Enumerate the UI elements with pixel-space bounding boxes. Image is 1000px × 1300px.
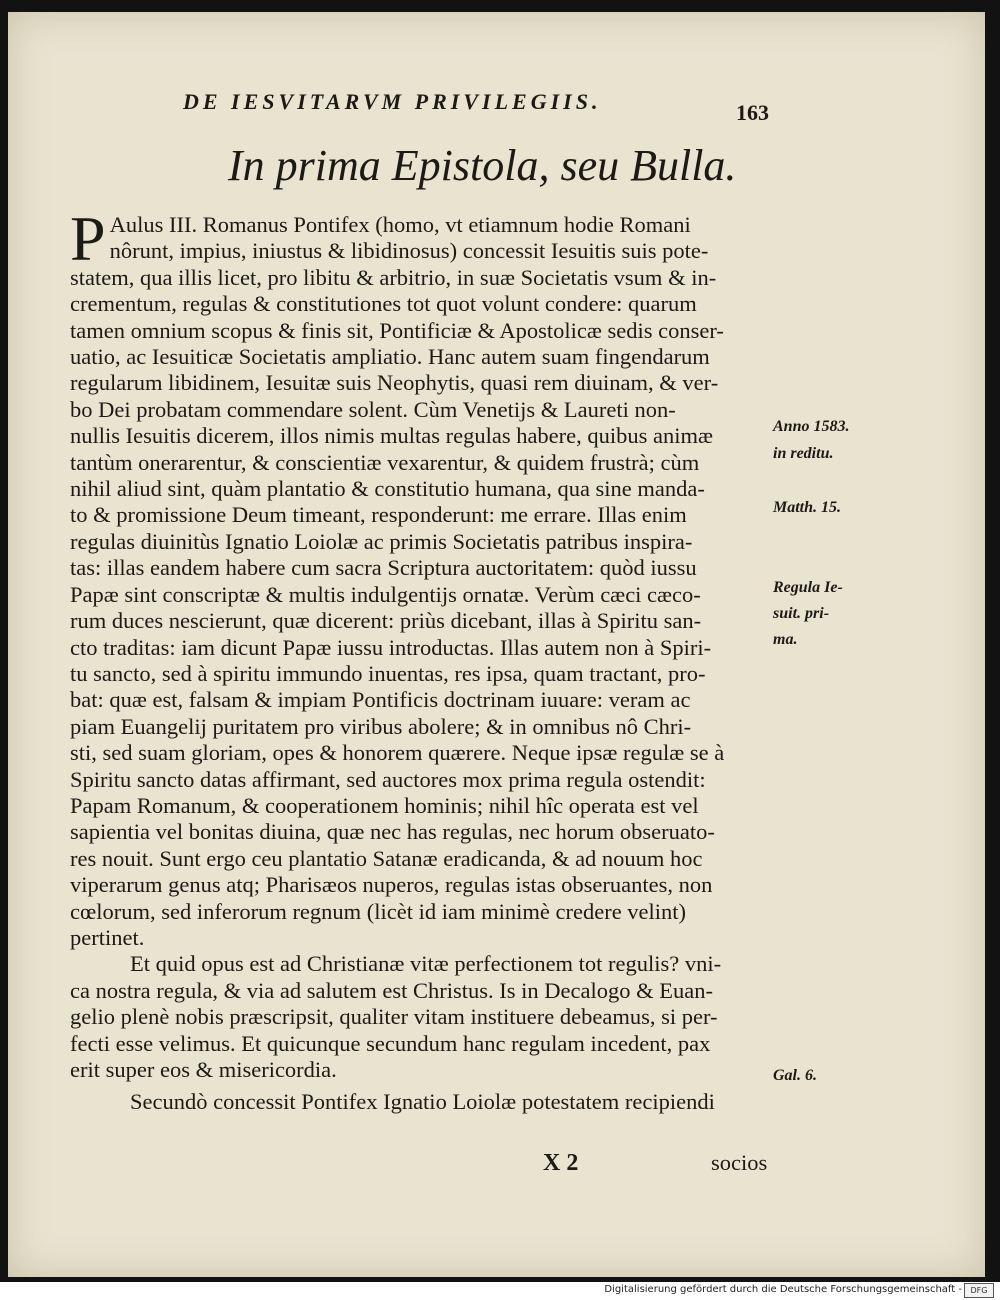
text-line: cœlorum, sed inferorum regnum (licèt id iam minimè credere velint) (70, 898, 687, 924)
dfg-logo: DFG (964, 1283, 994, 1298)
marginal-note-gal: Gal. 6. (773, 1067, 817, 1084)
text-line: Papæ sint conscriptæ & multis indulgentijs ornatæ. Verùm cæci cæco- (70, 581, 701, 607)
body-text (70, 203, 780, 1116)
text-line: sti, sed suam gloriam, opes & honorem quærere. Neque ipsæ regulæ se à (70, 740, 725, 766)
text-line: statem, qua illis licet, pro libitu & arbitrio, in suæ Societatis vsum & in- (70, 264, 717, 290)
text-line: regularum libidinem, Iesuitæ suis Neophytis, quasi rem diuinam, & ver- (70, 370, 719, 396)
text-line: to & promissione Deum timeant, responderunt: me errare. Illas enim (70, 502, 687, 528)
text-line: tantùm onerarentur, & conscientiæ vexarentur, & quidem frustrà; cùm (70, 449, 700, 475)
text-line: regulas diuinitùs Ignatio Loiolæ ac primis Societatis patribus inspira- (70, 528, 693, 554)
text-line: viperarum genus atq; Pharisæos nuperos, regulas istas obseruantes, non (70, 872, 713, 898)
section-heading: In prima Epistola, seu Bulla. (228, 141, 737, 190)
marginal-note-matth: Matth. 15. (773, 499, 842, 516)
text-line: nihil aliud sint, quàm plantatio & constitutio humana, qua sine manda- (70, 476, 705, 502)
marginal-note-anno: Anno 1583. (773, 418, 850, 435)
text-line: piam Euangelij puritatem pro viribus abolere; & in omnibus nô Chri- (70, 713, 692, 739)
text-line: cto traditas: iam dicunt Papæ iussu introductas. Illas autem non à Spiri- (70, 634, 712, 660)
book-page (8, 12, 985, 1277)
text-line: Aulus III. Romanus Pontifex (homo, vt etiamnum hodie Romani (109, 212, 691, 237)
text-line: uatio, ac Iesuiticæ Societatis ampliatio. Hanc autem suam fingendarum (70, 344, 710, 370)
text-line: res nouit. Sunt ergo ceu plantatio Satanæ eradicanda, & ad nouum hoc (70, 845, 703, 871)
footer-credit: Digitalisierung gefördert durch die Deutsche Forschungsgemeinschaft - (604, 1284, 962, 1295)
text-line: bo Dei probatam commendare solent. Cùm Venetijs & Laureti non- (70, 396, 676, 422)
text-line: sapientia vel bonitas diuina, quæ nec has regulas, nec horum obseruato- (70, 819, 715, 845)
marginal-note-reditu: in reditu. (773, 445, 834, 462)
drop-cap: P (70, 203, 106, 274)
paragraph-1 (70, 203, 780, 951)
text-line: Et quid opus est ad Christianæ vitæ perfectionem tot regulis? vni- (130, 951, 722, 977)
text-line: fecti esse velimus. Et quicunque secundum hanc regulam incedent, pax (70, 1030, 711, 1056)
text-line: Spiritu sancto datas affirmant, sed auctores mox prima regula ostendit: (70, 766, 706, 792)
text-line: nullis Iesuitis dicerem, illos nimis multas regulas habere, quibus animæ (70, 423, 714, 449)
text-line: gelio plenè nobis præscripsit, qualiter vitam instituere debeamus, si per- (70, 1004, 718, 1030)
text-line: erit super eos & misericordia. (70, 1057, 337, 1082)
text-line: tamen omnium scopus & finis sit, Pontificiæ & Apostolicæ sedis conser- (70, 317, 724, 343)
running-head: DE IESVITARVM PRIVILEGIIS. (183, 89, 602, 114)
text-line: nôrunt, impius, iniustus & libidinosus) concessit Iesuitis suis pote- (109, 238, 709, 264)
paragraph-2 (70, 951, 780, 1083)
text-line: tu sancto, sed à spiritu immundo inuentas, res ipsa, quam tractant, pro- (70, 660, 706, 686)
paragraph-3 (70, 1089, 780, 1115)
text-line: ca nostra regula, & via ad salutem est Christus. Is in Decalogo & Euan- (70, 977, 713, 1003)
page-number: 163 (736, 100, 769, 125)
text-line: tas: illas eandem habere cum sacra Scriptura auctoritatem: quòd iussu (70, 555, 697, 581)
catchword: socios (711, 1150, 768, 1175)
text-line: Papam Romanum, & cooperationem hominis; nihil hîc operata est vel (70, 792, 699, 818)
signature-mark: X 2 (543, 1150, 579, 1176)
text-line: crementum, regulas & constitutiones tot quot volunt condere: quarum (70, 291, 697, 317)
marginal-note-regula-2: suit. pri- (773, 605, 830, 622)
marginal-note-regula-1: Regula Ie- (773, 579, 843, 596)
text-line: pertinet. (70, 924, 145, 950)
text-line: Secundò concessit Pontifex Ignatio Loiolæ potestatem recipiendi (130, 1089, 715, 1115)
text-line: bat: quæ est, falsam & impiam Pontificis doctrinam iuuare: veram ac (70, 687, 691, 713)
marginal-note-regula-3: ma. (773, 631, 798, 648)
text-line: rum duces nescierunt, quæ dicerent: priùs dicebant, illas à Spiritu san- (70, 608, 702, 634)
